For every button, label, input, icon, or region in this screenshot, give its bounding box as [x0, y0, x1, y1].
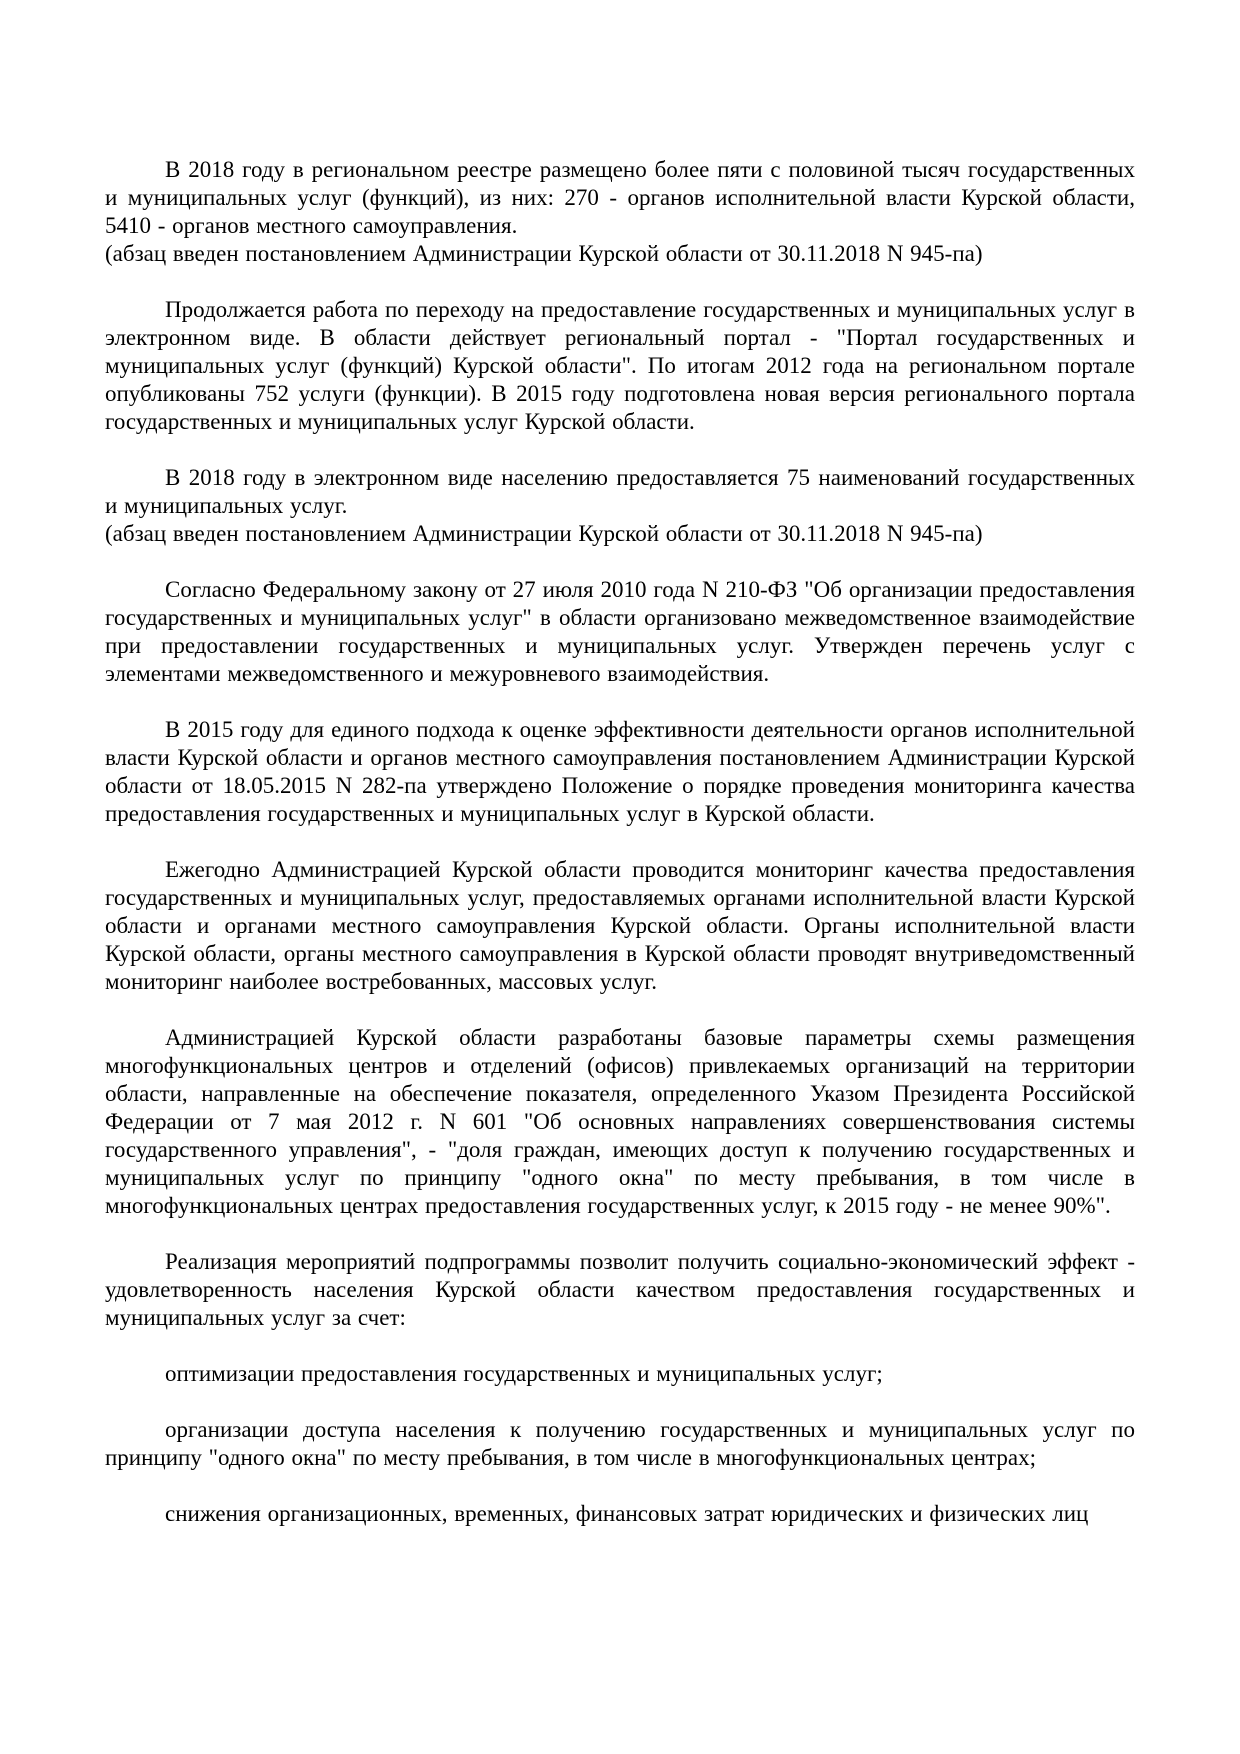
paragraph: Администрацией Курской области разработаны базовые параметры схемы размещения многофункциональных центров и отделений (офисов) привлекаемых организаций на территории области, направленные на обеспечение показателя, определенного Указом Президента Российской Федерации от 7 мая 2012 г. N 601 "Об основных направлениях совершенствования системы государственного управления", - "доля граждан, имеющих доступ к получению государственных и муниципальных услуг по принципу "одного окна" по месту пребывания, в том числе в многофункциональных центрах предоставления государственных услуг, к 2015 году - не менее 90%". [105, 1025, 1135, 1218]
amendment-note: (абзац введен постановлением Администрации Курской области от 30.11.2018 N 945-па) [105, 241, 983, 266]
paragraph: Ежегодно Администрацией Курской области проводится мониторинг качества предоставления государственных и муниципальных услуг, предоставляемых органами исполнительной власти Курской области и органами местного самоуправления Курской области. Органы исполнительной власти Курской области, органы местного самоуправления в Курской области проводят внутриведомственный мониторинг наиболее востребованных, массовых услуг. [105, 857, 1135, 994]
amendment-note: (абзац введен постановлением Администрации Курской области от 30.11.2018 N 945-па) [105, 521, 983, 546]
paragraph: В 2015 году для единого подхода к оценке эффективности деятельности органов исполнительной власти Курской области и органов местного самоуправления постановлением Администрации Курской области от 18.05.2015 N 282-па утверждено Положение о порядке проведения мониторинга качества предоставления государственных и муниципальных услуг в Курской области. [105, 717, 1135, 826]
paragraph: Согласно Федеральному закону от 27 июля 2010 года N 210-ФЗ "Об организации предоставления государственных и муниципальных услуг" в области организовано межведомственное взаимодействие при предоставлении государственных и муниципальных услуг. Утвержден перечень услуг с элементами межведомственного и межуровневого взаимодействия. [105, 577, 1135, 686]
paragraph: В 2018 году в региональном реестре размещено более пяти с половиной тысяч государственных и муниципальных услуг (функций), из них: 270 - органов исполнительной власти Курской области, 5410 - органов местного самоуправления. [105, 157, 1135, 238]
paragraph: Продолжается работа по переходу на предоставление государственных и муниципальных услуг в электронном виде. В области действует региональный портал - "Портал государственных и муниципальных услуг (функций) Курской области". По итогам 2012 года на региональном портале опубликованы 752 услуги (функции). В 2015 году подготовлена новая версия регионального портала государственных и муниципальных услуг Курской области. [105, 297, 1135, 434]
document-body [105, 156, 1135, 1528]
paragraph: оптимизации предоставления государственных и муниципальных услуг; [165, 1361, 883, 1386]
paragraph: организации доступа населения к получению государственных и муниципальных услуг по принципу "одного окна" по месту пребывания, в том числе в многофункциональных центрах; [105, 1417, 1135, 1470]
paragraph: снижения организационных, временных, финансовых затрат юридических и физических лиц [165, 1501, 1089, 1526]
paragraph: Реализация мероприятий подпрограммы позволит получить социально-экономический эффект - удовлетворенность населения Курской области качеством предоставления государственных и муниципальных услуг за счет: [105, 1249, 1135, 1330]
paragraph: В 2018 году в электронном виде населению предоставляется 75 наименований государственных и муниципальных услуг. [105, 465, 1135, 518]
